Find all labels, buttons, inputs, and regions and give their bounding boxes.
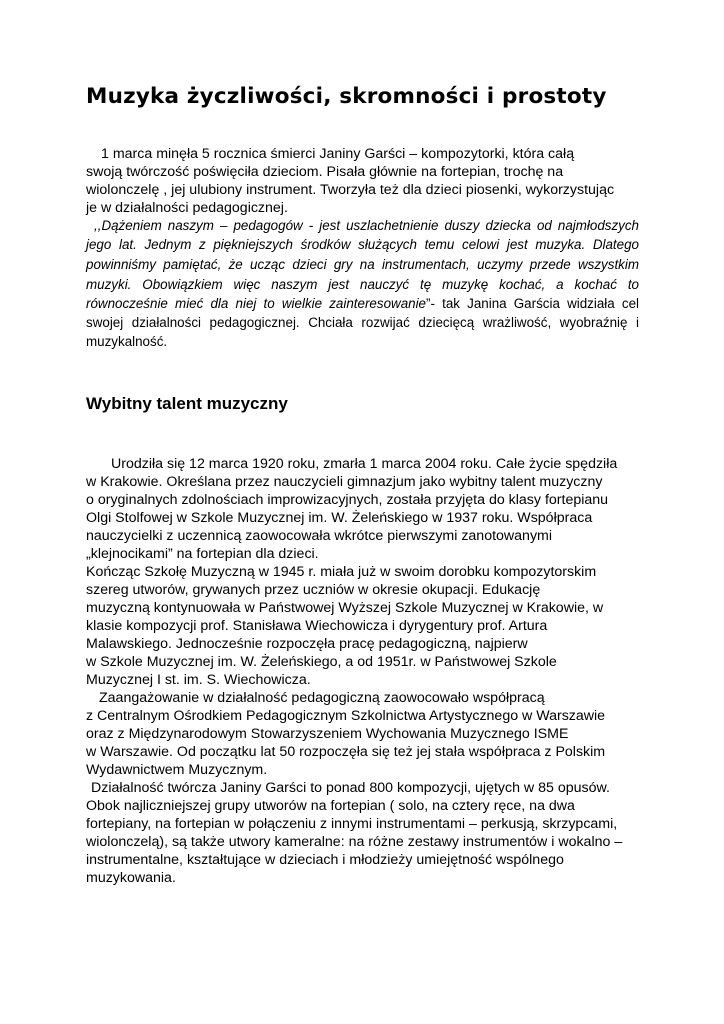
paragraph-line: Kończąc Szkołę Muzyczną w 1945 r. miała już w swoim dorobku kompozytorskim	[86, 564, 597, 580]
paragraph-line: klasie kompozycji prof. Stanisława Wiechowicza i dyrygentury prof. Artura	[86, 618, 548, 634]
paragraph-line: Malawskiego. Jednocześnie rozpoczęła pracę pedagogiczną, najpierw	[86, 636, 528, 652]
paragraph-line: Urodziła się 12 marca 1920 roku, zmarła 1 marca 2004 roku. Całe życie spędziła	[111, 456, 618, 472]
paragraph-line: Olgi Stolfowej w Szkole Muzycznej im. W. Żeleńskiego w 1937 roku. Współpraca	[86, 510, 593, 526]
quote-line-end	[86, 295, 639, 313]
paragraph-line: Wydawnictwem Muzycznym.	[86, 762, 268, 778]
quote-line: ,,Dążeniem naszym – pedagogów - jest uszlachetnienie duszy dziecka od najmłodszych	[94, 218, 639, 233]
paragraph-line: swojej działalności pedagogicznej. Chciała rozwijać dziecięcą wrażliwość, wyobraźnię i	[86, 315, 639, 330]
paragraph-line: szereg utworów, grywanych przez uczniów w okresie okupacji. Edukację	[86, 582, 541, 598]
paragraph-line: z Centralnym Ośrodkiem Pedagogicznym Szkolnictwa Artystycznego w Warszawie	[86, 708, 606, 724]
paragraph-line: Muzycznej I st. im. S. Wiechowicza.	[86, 672, 311, 688]
paragraph-line: w Krakowie. Określana przez nauczycieli gimnazjum jako wybitny talent muzyczny	[86, 474, 603, 490]
section-heading: Wybitny talent muzyczny	[86, 394, 288, 413]
quote-end-italic: równocześnie mieć dla niej to wielkie zainteresowanie	[86, 296, 427, 311]
paragraph-line: 1 marca minęła 5 rocznica śmierci Janiny Garści – kompozytorki, która całą	[101, 146, 575, 162]
paragraph-line: instrumentalne, kształtujące w dzieciach i młodzieży umiejętność wspólnego	[86, 852, 564, 868]
paragraph-line: fortepiany, na fortepian w połączeniu z innymi instrumentami – perkusją, skrzypcami,	[86, 816, 618, 832]
paragraph-line: muzykowania.	[86, 870, 176, 886]
paragraph-line: Obok najliczniejszej grupy utworów na fortepian ( solo, na cztery ręce, na dwa	[86, 798, 575, 814]
quote-line: muzyki. Obowiązkiem więc naszym jest nauczyć tę muzykę kochać, a kochać to	[86, 277, 639, 292]
paragraph-line: je w działalności pedagogicznej.	[86, 200, 288, 216]
quote-line: powinniśmy pamiętać, że ucząc dzieci gry na instrumentach, uczymy przede wszystkim	[86, 257, 639, 272]
paragraph-line: wiolonczelę , jej ulubiony instrument. Tworzyła też dla dzieci piosenki, wykorzystując	[86, 182, 615, 198]
paragraph-line: wiolonczelą), są także utwory kameralne: na różne zestawy instrumentów i wokalno –	[86, 834, 623, 850]
paragraph-line: Działalność twórcza Janiny Garści to ponad 800 kompozycji, ujętych w 85 opusów.	[91, 780, 610, 796]
paragraph-line: w Warszawie. Od początku lat 50 rozpoczęła się też jej stała współpraca z Polskim	[86, 744, 606, 760]
quote-line: jego lat. Jednym z piękniejszych środków służących temu celowi jest muzyka. Dlatego	[86, 237, 639, 252]
paragraph-line: swoją twórczość poświęciła dzieciom. Pisała głównie na fortepian, trochę na	[86, 164, 564, 180]
paragraph-line: muzyczną kontynuowała w Państwowej Wyższej Szkole Muzycznej w Krakowie, w	[86, 600, 604, 616]
quote-end-rest: ”- tak Janina Garścia widziała cel	[426, 296, 639, 311]
paragraph-line: o oryginalnych zdolnościach improwizacyjnych, została przyjęta do klasy fortepianu	[86, 492, 609, 508]
paragraph-line: muzykalność.	[86, 334, 168, 349]
paragraph-line: w Szkole Muzycznej im. W. Żeleńskiego, a od 1951r. w Państwowej Szkole	[86, 654, 557, 670]
paragraph-line: nauczycielki z uczennicą zaowocowała wkrótce pierwszymi zanotowanymi	[86, 528, 553, 544]
paragraph-line: Zaangażowanie w działalność pedagogiczną zaowocowało współpracą	[99, 690, 545, 706]
page-title: Muzyka życzliwości, skromności i prostoty	[86, 84, 607, 109]
paragraph-line: oraz z Międzynarodowym Stowarzyszeniem Wychowania Muzycznego ISME	[86, 726, 569, 742]
paragraph-line: „klejnocikami” na fortepian dla dzieci.	[86, 546, 319, 562]
